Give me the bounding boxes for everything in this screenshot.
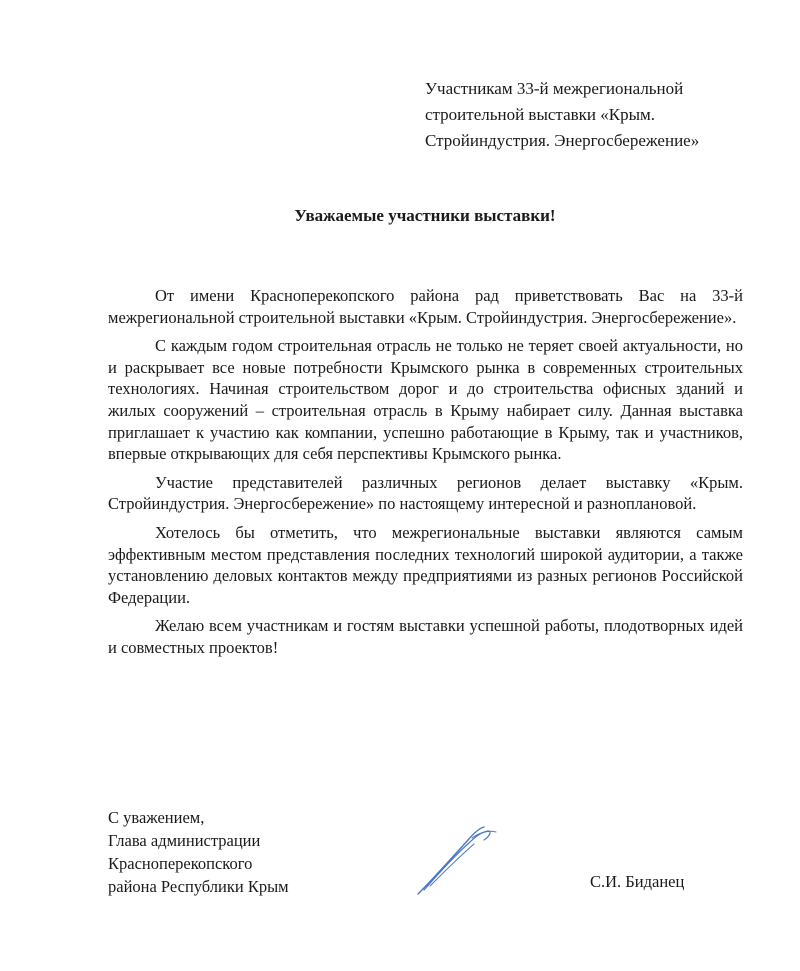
closing-line: Красноперекопского [108, 854, 253, 873]
addressee-line: Стройиндустрия. Энергосбережение» [425, 131, 700, 150]
closing-line: района Республики Крым [108, 877, 289, 896]
body-paragraph: Желаю всем участникам и гостям выставки успешной работы, плодотворных идей и совместных проектов! [108, 616, 743, 657]
signer-name: С.И. Биданец [590, 872, 685, 891]
addressee-block [425, 76, 765, 154]
closing-block [108, 806, 289, 898]
body-paragraph: С каждым годом строительная отрасль не только не теряет своей актуальности, но и раскрывает все новые потребности Крымского рынка в современных строительных технологиях. Начиная строительством дорог и до строительства офисных зданий и жилых сооружений – строительная отрасль в Крыму набирает силу. Данная выставка приглашает к участию как компании, успешно работающие в Крыму, так и участников, впервые открывающих для себя перспективы Крымского рынка. [108, 336, 743, 464]
addressee-line: строительной выставки «Крым. [425, 105, 656, 124]
salutation-heading: Уважаемые участники выставки! [294, 206, 556, 225]
addressee-line: Участникам 33-й межрегиональной [425, 79, 684, 98]
closing-line: Глава администрации [108, 831, 261, 850]
letter-body [108, 285, 743, 666]
handwritten-signature [410, 822, 506, 898]
body-paragraph: Участие представителей различных регионов делает выставку «Крым. Стройиндустрия. Энергосбережение» по настоящему интересной и разноплановой. [108, 472, 743, 514]
body-paragraph: От имени Красноперекопского района рад приветствовать Вас на 33-й межрегиональной строительной выставки «Крым. Стройиндустрия. Энергосбережение». [108, 286, 743, 327]
closing-line: С уважением, [108, 808, 205, 827]
body-paragraph: Хотелось бы отметить, что межрегиональные выставки являются самым эффективным местом представления последних технологий широкой аудитории, а также установлению деловых контактов между предприятиями из разных регионов Российской Федерации. [108, 522, 743, 607]
